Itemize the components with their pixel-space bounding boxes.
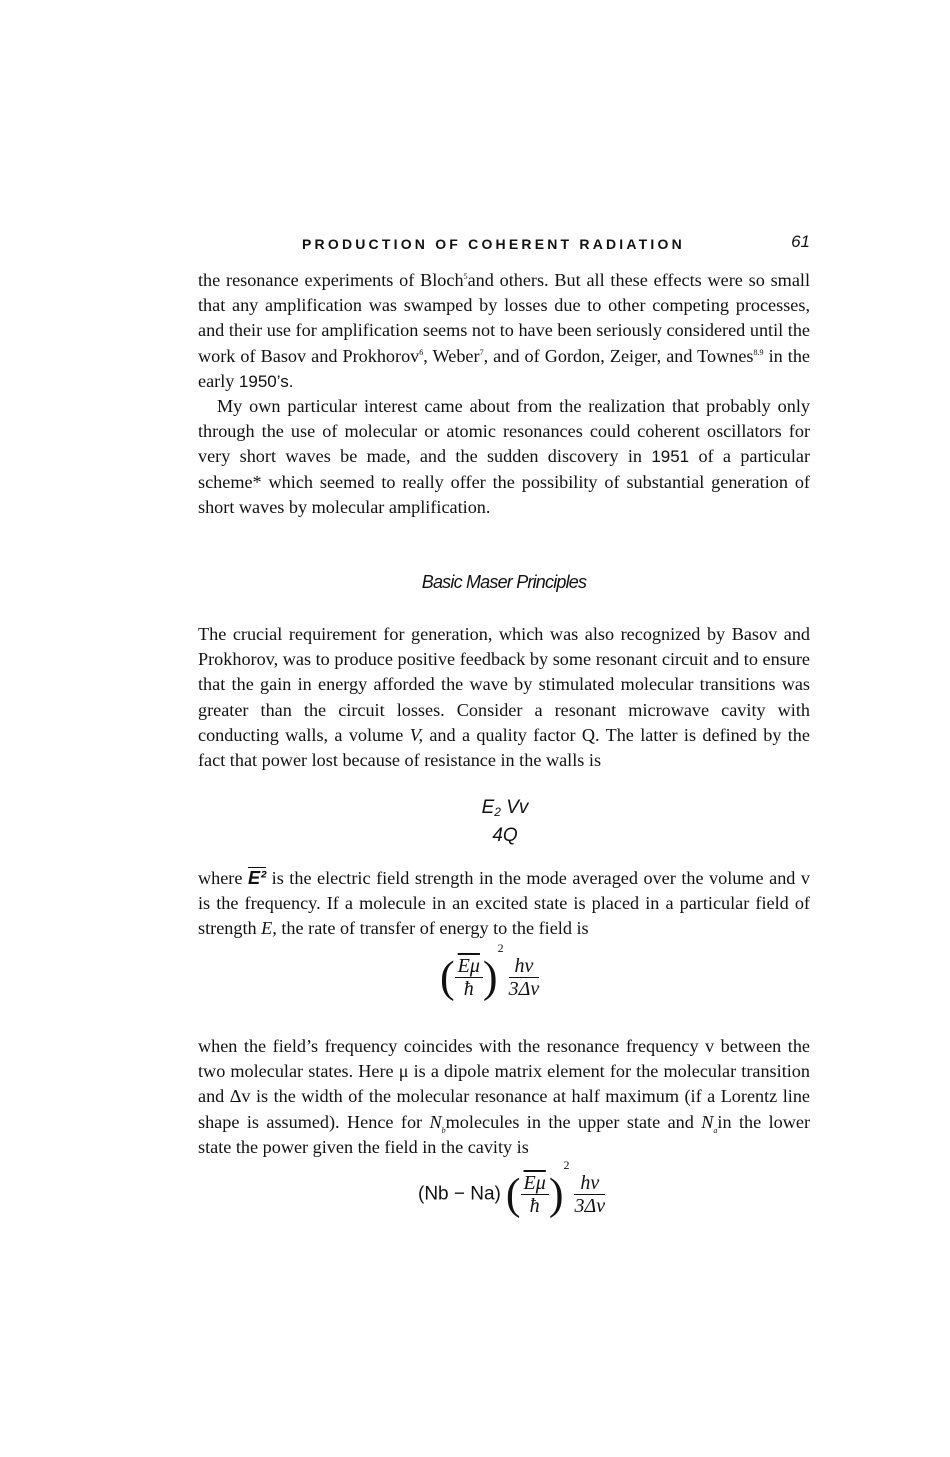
text-run: and others. But all these effects were so small that any amplification was swamped by losses due to other competing processes, and their use for amplification seems not to have been seriously considered until the work of Basov and Prokhorov xyxy=(198,270,810,366)
outer-fraction xyxy=(574,1172,605,1217)
fraction-top: $\overline{E\mu}$ xyxy=(455,955,483,978)
left-paren: ( xyxy=(505,1169,521,1219)
text-run: , and of Gordon, Zeiger, and Townes xyxy=(483,345,754,366)
paragraph-3 xyxy=(198,622,810,773)
year-text: 1951 xyxy=(651,447,690,467)
left-paren: ( xyxy=(440,952,455,1002)
inner-fraction xyxy=(455,955,483,1000)
text-run: is the electric field strength in the mode averaged over the volume and v is the frequency. If a molecule in an excited state is placed in a particular field of strength xyxy=(198,868,810,939)
year-text: 1950’s. xyxy=(238,371,294,391)
symbol-power: 2 xyxy=(563,1158,570,1172)
fraction-top: hν xyxy=(509,955,540,978)
text-run: the resonance experiments of Bloch xyxy=(198,270,464,290)
page-header xyxy=(198,230,810,258)
symbol-n: N xyxy=(429,1111,442,1132)
citation-ref: 8.9 xyxy=(753,347,764,357)
equation-denominator: 4Q xyxy=(492,825,518,846)
citation-ref: 5 xyxy=(463,271,468,281)
equation-numerator xyxy=(450,796,560,820)
citation-ref: 6 xyxy=(419,347,424,357)
symbol-vv: Vv xyxy=(500,797,529,818)
right-paren: ) xyxy=(482,952,498,1002)
text-run: and a quality factor Q. The latter is defined by the fact that power lost because of resistance in the walls is xyxy=(198,724,810,771)
page-number: 61 xyxy=(791,232,810,251)
population-difference: (Nb − Na) xyxy=(418,1183,501,1205)
paragraph-intro xyxy=(198,268,810,520)
text-run: , Weber xyxy=(423,345,480,366)
text-run: The crucial requirement for generation, which was also recognized by Basov and Prokhorov, was to produce positive feedback by some resonant circuit and to ensure that the gain in energy afforded the wave by stimulated molecular transitions was greater than the circuit losses. Consider a resonant microwave cavity with conducting walls, a volume xyxy=(198,624,810,745)
symbol-power: 2 xyxy=(494,805,501,819)
symbol-power: 2 xyxy=(497,941,504,955)
text-run: in the early xyxy=(198,345,810,391)
text-run: where xyxy=(198,868,248,888)
paragraph-4 xyxy=(198,866,810,942)
running-head: PRODUCTION OF COHERENT RADIATION xyxy=(302,236,685,252)
text-run: V, xyxy=(409,724,424,745)
text-run: molecules in the upper state and xyxy=(445,1111,702,1132)
equation-power-loss xyxy=(450,796,560,848)
outer-fraction xyxy=(509,955,540,1000)
fraction-bottom: ħ xyxy=(529,1195,540,1217)
symbol-e-bar-squared: E² xyxy=(247,868,267,888)
text-run: the rate of transfer of energy to the field is xyxy=(276,918,589,939)
text-run: in the lower state the power given the field in the cavity is xyxy=(198,1111,810,1157)
text-run: My own particular interest came about from the realization that probably only through the use of molecular or atomic resonances could coherent oscillators for very short waves be made, and the sudden discovery in xyxy=(198,396,810,467)
inner-fraction xyxy=(521,1172,549,1217)
fraction-bottom: 3Δν xyxy=(508,978,540,1000)
paragraph-2 xyxy=(198,394,810,520)
text-run: when the field’s frequency coincides with the resonance frequency v between the two molecular states. Here μ is a dipole matrix element for the molecular transition and Δv is the width of the molecular resonance at half maximum (if a Lorentz line shape is assumed). Hence for xyxy=(198,1036,810,1132)
fraction-top: hν xyxy=(574,1172,605,1195)
text-run: E, xyxy=(261,918,277,939)
symbol-e: E xyxy=(481,797,495,818)
equation-transfer-rate xyxy=(440,941,540,1002)
fraction-top: $\overline{E\mu}$ xyxy=(521,1172,549,1195)
equation-cavity-power xyxy=(418,1158,606,1219)
right-paren: ) xyxy=(548,1169,564,1219)
fraction-bottom: ħ xyxy=(463,978,474,1000)
symbol-subscript: b xyxy=(441,1125,446,1135)
section-heading: Basic Maser Principles xyxy=(421,572,587,592)
paragraph-1 xyxy=(198,268,810,394)
symbol-n: N xyxy=(701,1111,714,1132)
symbol-subscript: a xyxy=(713,1125,718,1135)
text-run: of a particular scheme* which seemed to really offer the possibility of substantial generation of short waves by molecular amplification. xyxy=(198,446,810,517)
paragraph-5 xyxy=(198,1034,810,1160)
citation-ref: 7 xyxy=(479,347,484,357)
fraction-bottom: 3Δν xyxy=(574,1195,606,1217)
